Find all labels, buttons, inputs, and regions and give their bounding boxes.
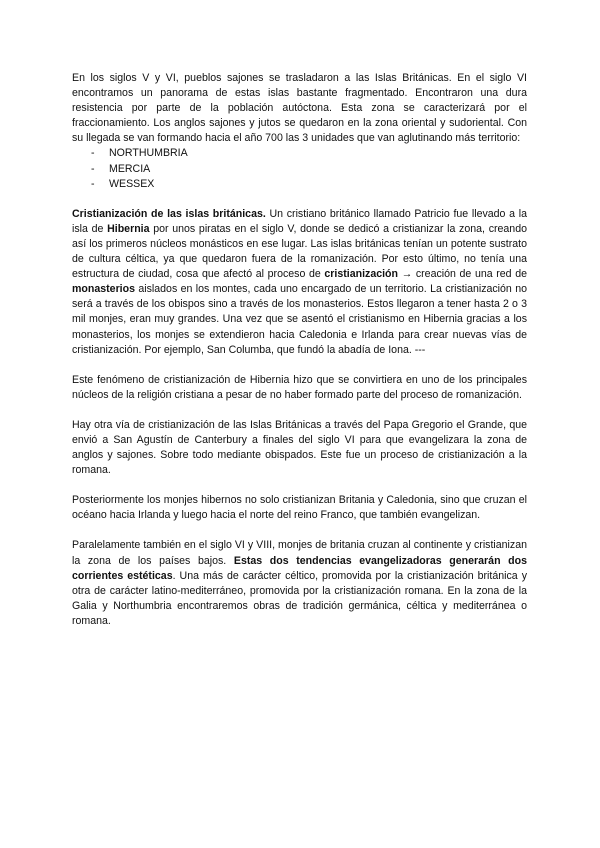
text-run: Paralelamente también en el siglo VI y VIII, monjes de britania cruzan al continente y cristianizan la zona de los países bajos. bbox=[72, 539, 527, 567]
list-dash: - bbox=[91, 177, 95, 190]
list-item bbox=[72, 162, 527, 177]
list-dash: - bbox=[91, 162, 95, 175]
paragraph-gap bbox=[72, 403, 527, 418]
document-page bbox=[72, 71, 527, 629]
paragraph-gap bbox=[72, 358, 527, 373]
text-run: . Una más de carácter céltico, promovida por la cristianización británica y otra de carácter latino-mediterráneo, promovida por la cristianización romana. En la zona de la Galia y Northumbria encontraremos obras de tradición germánica, céltica y mediterránea o romana. bbox=[72, 569, 527, 627]
cristianizacion-paragraph bbox=[72, 207, 527, 358]
text-run: aislados en los montes, cada uno encargado de un territorio. La cristianización no será a través de los obispos sino a través de los monasterios. Estos llegaron a tener hasta 2 o 3 mil monjes, eran muy grandes. Una vez que se asentó el cristianismo en Hibernia gracias a los monasterios, los monjes se extendieron hacia Caledonia e Irlanda para crear nuevas vías de cristianización. Por ejemplo, San Columba, que fundó la abadía de Iona. --- bbox=[72, 283, 527, 356]
kingdom-name: WESSEX bbox=[109, 177, 155, 190]
list-dash: - bbox=[91, 147, 95, 160]
bold-term: Hibernia bbox=[107, 222, 150, 235]
kingdoms-list bbox=[72, 146, 527, 191]
paragraph-gap bbox=[72, 192, 527, 207]
paragraph-gap bbox=[72, 523, 527, 538]
paralelamente-paragraph bbox=[72, 538, 527, 629]
text-run: Un cristiano británico llamado Patricio fue llevado a la isla de bbox=[72, 207, 527, 235]
bold-term: monasterios bbox=[72, 283, 135, 296]
text-run: → creación de una red de bbox=[397, 268, 527, 281]
kingdom-name: NORTHUMBRIA bbox=[109, 147, 188, 160]
list-item bbox=[72, 146, 527, 161]
paragraph-gap bbox=[72, 478, 527, 493]
intro-paragraph: En los siglos V y VI, pueblos sajones se trasladaron a las Islas Británicas. En el siglo VI encontramos un panorama de estas islas bastante fragmentado. Encontraron una dura resistencia por parte de la población autóctona. Esta zona se caracterizará por el fraccionamiento. Los anglos sajones y jutos se quedaron en la zona oriental y sudoriental. Con su llegada se van formando hacia el año 700 las 3 unidades que van aglutinando más territorio: bbox=[72, 72, 527, 145]
list-item bbox=[72, 177, 527, 192]
bold-term: Estas dos tendencias evangelizadoras generarán dos corrientes estéticas bbox=[72, 554, 528, 582]
kingdom-name: MERCIA bbox=[109, 162, 151, 175]
bold-term: cristianización bbox=[324, 268, 398, 281]
text-run: por unos piratas en el siglo V, donde se dedicó a cristianizar la zona, creando así los primeros núcleos monásticos en ese lugar. Las islas británicas tenían un potente sustrato de cultura céltica, ya que quedaron fuera de la romanización. Por esto último, no tenía una estructura de ciudad, cosa que afectó al proceso de bbox=[72, 222, 527, 281]
section-heading: Cristianización de las islas británicas. bbox=[72, 207, 266, 220]
otra-via-paragraph: Hay otra vía de cristianización de las Islas Británicas a través del Papa Gregorio el Grande, que envió a San Agustín de Canterbury a finales del siglo VI para que evangelizara la zona de anglos y sajones. Sobre todo mediante obispados. Este fue un proceso de cristianización a la romana. bbox=[72, 418, 527, 477]
fenomeno-paragraph: Este fenómeno de cristianización de Hibernia hizo que se convirtiera en uno de los principales núcleos de la religión cristiana a pesar de no haber formado parte del proceso de romanización. bbox=[72, 373, 527, 401]
posteriormente-paragraph: Posteriormente los monjes hibernos no solo cristianizan Britania y Caledonia, sino que cruzan el océano hacia Irlanda y luego hacia el norte del reino Franco, que también evangelizan. bbox=[72, 494, 527, 522]
